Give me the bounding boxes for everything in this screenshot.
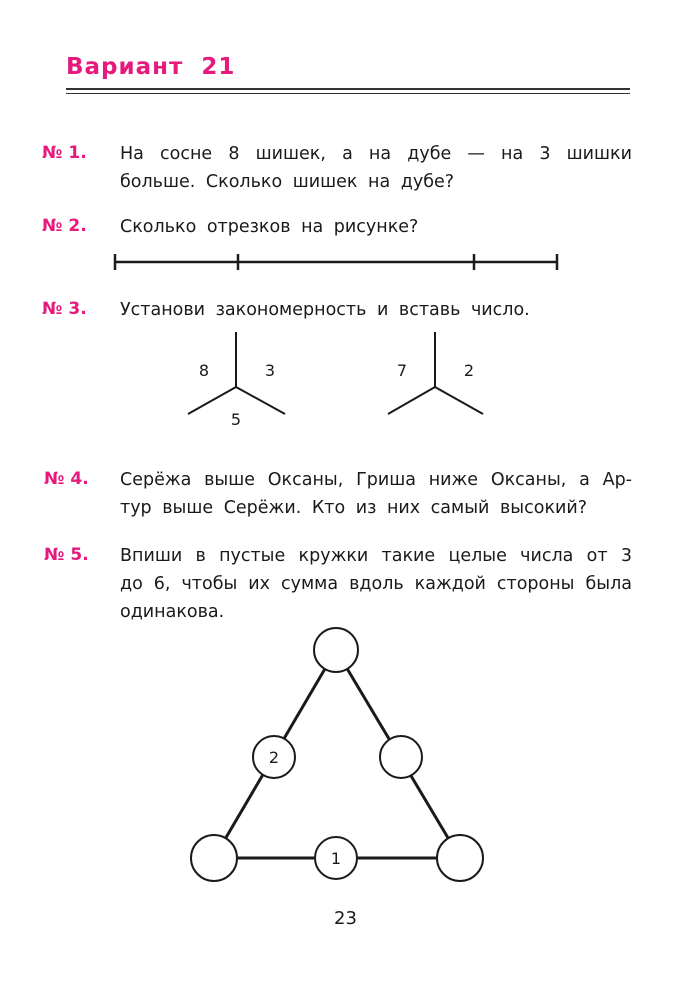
task-2-text: Сколько отрезков на рисунке?: [120, 217, 419, 237]
task-4-number: № 4.: [44, 469, 89, 489]
y-branch: [435, 387, 483, 414]
pattern-left-top-right: 3: [264, 361, 276, 380]
task-5-number: № 5.: [44, 545, 89, 565]
circle-top-empty[interactable]: [314, 628, 358, 672]
pattern-left-bottom: 5: [230, 410, 242, 429]
variant-title: Вариант 21: [66, 54, 236, 80]
circle-right-middle-empty[interactable]: [380, 736, 422, 778]
y-branch: [236, 387, 285, 414]
task-5-text: Впиши в пустые кружки такие целые числа от 3 до 6, чтобы их сумма вдоль каждой стороны была одинакова.: [120, 546, 632, 622]
circle-left-middle-value: 2: [268, 748, 280, 767]
pattern-left-top-left: 8: [198, 361, 210, 380]
task-3-text: Установи закономерность и вставь число.: [120, 300, 530, 320]
pattern-right-top-right: 2: [463, 361, 475, 380]
task-3-number: № 3.: [42, 299, 87, 319]
task-1-text: На сосне 8 шишек, а на дубе — на 3 шишки больше. Сколько шишек на дубе?: [120, 144, 632, 192]
circle-bottom-right-empty[interactable]: [437, 835, 483, 881]
page-number: 23: [334, 908, 357, 929]
pattern-right-top-left: 7: [396, 361, 408, 380]
task-2-number: № 2.: [42, 216, 87, 236]
circle-bottom-left-empty[interactable]: [191, 835, 237, 881]
y-branch: [388, 387, 435, 414]
triangle-figure: [214, 650, 460, 858]
circle-bottom-middle-value: 1: [330, 849, 342, 868]
y-branch: [188, 387, 236, 414]
segment-line-figure: [115, 254, 557, 270]
task-4-text: Серёжа выше Оксаны, Гриша ниже Оксаны, а Артур выше Серёжи. Кто из них самый высокий?: [120, 470, 632, 518]
task-1-number: № 1.: [42, 143, 87, 163]
